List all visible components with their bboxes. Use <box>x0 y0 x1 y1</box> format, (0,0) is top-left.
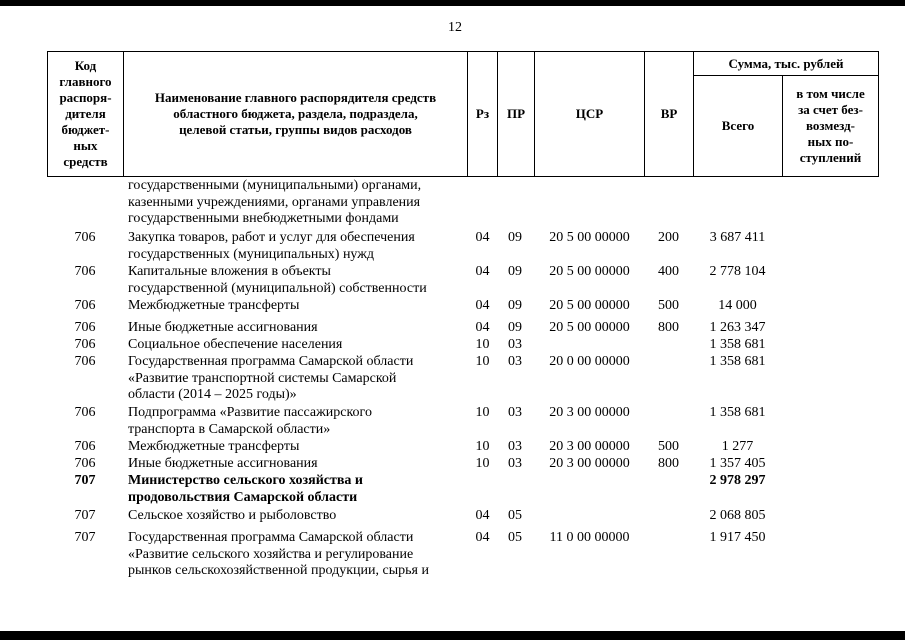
cell-total: 3 687 411 <box>709 230 766 245</box>
cell-pr: 09 <box>508 320 522 335</box>
cell-csr: 20 3 00 00000 <box>549 439 630 454</box>
cell-rz: 04 <box>475 320 490 335</box>
cell-csr: 20 5 00 00000 <box>549 320 630 335</box>
cell-total: 1 358 681 <box>709 337 766 352</box>
top-border <box>0 0 905 6</box>
cell-rz: 04 <box>475 298 490 313</box>
cell-rz: 04 <box>475 508 490 523</box>
col-line-8 <box>878 51 879 177</box>
cell-code: 706 <box>74 298 96 313</box>
cell-code: 706 <box>74 354 96 369</box>
cell-csr: 20 0 00 00000 <box>549 354 630 369</box>
cell-total: 1 358 681 <box>709 354 766 369</box>
cell-rz: 10 <box>475 354 490 369</box>
cell-rz: 04 <box>475 230 490 245</box>
cell-total: 14 000 <box>718 298 757 313</box>
cell-rz: 04 <box>475 530 490 545</box>
cell-name: государственными (муниципальными) органами, казенными учреждениями, органами управления государственными внебюджетными фондами <box>128 178 422 226</box>
cell-pr: 09 <box>508 298 522 313</box>
cell-total: 1 357 405 <box>709 456 766 471</box>
header-rz: Рз <box>475 106 490 121</box>
cell-name: Иные бюджетные ассигнования <box>128 320 318 335</box>
cell-total: 1 358 681 <box>709 405 766 420</box>
cell-code: 706 <box>74 337 96 352</box>
cell-total: 2 068 805 <box>709 508 766 523</box>
header-pr: ПР <box>506 106 526 121</box>
cell-total: 1 277 <box>721 439 754 454</box>
header-sum: Сумма, тыс. рублей <box>728 55 844 71</box>
page-number: 12 <box>448 20 462 35</box>
cell-rz: 10 <box>475 439 490 454</box>
cell-vr: 500 <box>658 439 679 454</box>
cell-pr: 05 <box>508 530 522 545</box>
cell-total: 1 917 450 <box>709 530 766 545</box>
header-csr: ЦСР <box>575 106 604 121</box>
bottom-border <box>0 631 905 640</box>
cell-total: 2 778 104 <box>709 264 766 279</box>
cell-code: 706 <box>74 320 96 335</box>
cell-pr: 03 <box>508 405 522 420</box>
cell-name: Подпрограмма «Развитие пассажирского транспорта в Самарской области» <box>128 405 372 437</box>
cell-code: 706 <box>74 264 96 279</box>
cell-vr: 400 <box>658 264 679 279</box>
cell-name: Государственная программа Самарской области «Развитие транспортной системы Самарской области (2014 – 2025 годы)» <box>128 354 414 402</box>
cell-pr: 03 <box>508 456 522 471</box>
cell-csr: 20 5 00 00000 <box>549 230 630 245</box>
cell-rz: 04 <box>475 264 490 279</box>
header-vr: ВР <box>660 106 678 121</box>
cell-code: 706 <box>74 456 96 471</box>
cell-name: Государственная программа Самарской области «Развитие сельского хозяйства и регулирование рынков сельскохозяйственной продукции, сырья и <box>128 530 429 578</box>
cell-rz: 10 <box>475 456 490 471</box>
cell-code: 707 <box>74 508 96 523</box>
cell-csr: 20 3 00 00000 <box>549 405 630 420</box>
cell-csr: 11 0 00 00000 <box>549 530 630 545</box>
cell-code: 706 <box>74 439 96 454</box>
cell-code: 706 <box>74 230 96 245</box>
cell-csr: 20 5 00 00000 <box>549 264 630 279</box>
cell-name: Капитальные вложения в объекты государственной (муниципальной) собственности <box>128 264 427 296</box>
cell-vr: 800 <box>658 320 679 335</box>
header-code: Код главного распоря- дителя бюджет- ных средств <box>59 58 112 169</box>
cell-pr: 03 <box>508 337 522 352</box>
cell-csr: 20 3 00 00000 <box>549 456 630 471</box>
cell-name: Социальное обеспечение населения <box>128 337 343 352</box>
cell-pr: 09 <box>508 230 522 245</box>
cell-pr: 03 <box>508 439 522 454</box>
cell-vr: 500 <box>658 298 679 313</box>
cell-name: Закупка товаров, работ и услуг для обеспечения государственных (муниципальных) нужд <box>128 230 415 262</box>
cell-code: 707 <box>74 473 96 488</box>
header-name: Наименование главного распорядителя средств областного бюджета, раздела, подраздела, целевой статьи, группы видов расходов <box>154 90 437 137</box>
cell-total: 2 978 297 <box>709 473 766 488</box>
cell-name: Межбюджетные трансферты <box>128 298 300 313</box>
cell-name: Межбюджетные трансферты <box>128 439 300 454</box>
cell-csr: 20 5 00 00000 <box>549 298 630 313</box>
cell-code: 706 <box>74 405 96 420</box>
header-bottom-line <box>47 176 879 177</box>
cell-name: Сельское хозяйство и рыболовство <box>128 508 337 523</box>
cell-rz: 10 <box>475 405 490 420</box>
cell-vr: 200 <box>658 230 679 245</box>
cell-pr: 03 <box>508 354 522 369</box>
header-incl: в том числе за счет без- возмезд- ных по- ступлений <box>796 86 865 165</box>
cell-pr: 09 <box>508 264 522 279</box>
header-total: Всего <box>721 118 755 133</box>
cell-vr: 800 <box>658 456 679 471</box>
cell-code: 707 <box>74 530 96 545</box>
cell-total: 1 263 347 <box>709 320 766 335</box>
cell-name: Иные бюджетные ассигнования <box>128 456 318 471</box>
cell-pr: 05 <box>508 508 522 523</box>
cell-rz: 10 <box>475 337 490 352</box>
cell-name: Министерство сельского хозяйства и продовольствия Самарской области <box>128 473 363 505</box>
